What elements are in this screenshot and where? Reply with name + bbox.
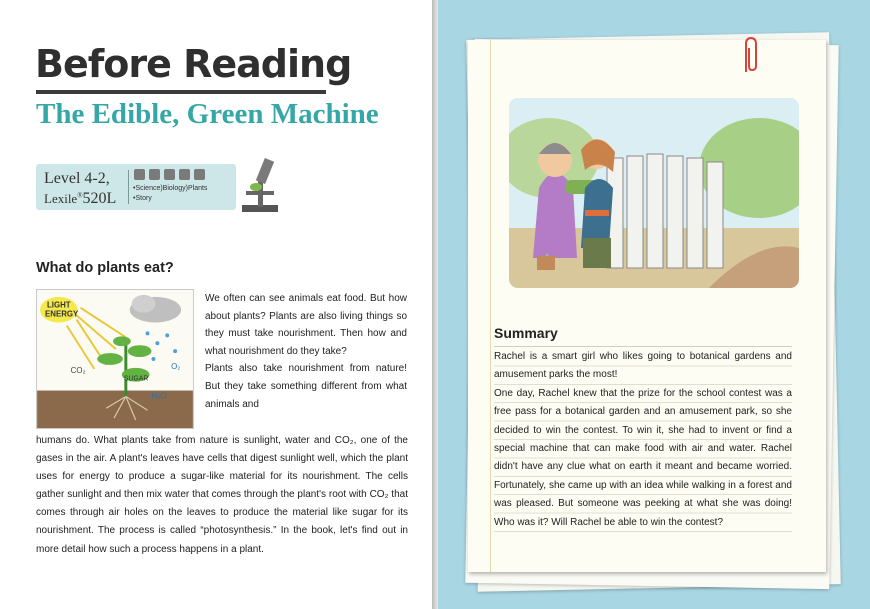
summary-rule	[494, 346, 792, 347]
book-subtitle: The Edible, Green Machine	[36, 98, 379, 130]
summary-heading: Summary	[494, 325, 558, 341]
lexile-prefix: Lexile	[44, 191, 78, 206]
level-separator	[128, 170, 129, 204]
category-tag-2: •Story	[133, 195, 152, 202]
o2-label: O₂	[171, 361, 181, 371]
lexile-text	[44, 190, 116, 208]
level-text: Level 4-2,	[44, 170, 110, 187]
title-underline	[36, 90, 326, 94]
right-page	[438, 0, 870, 609]
flask-icon	[149, 169, 160, 180]
lexile-reg: ®	[77, 191, 83, 200]
story-illustration	[509, 98, 799, 288]
main-paragraph: humans do. What plants take from nature is sunlight, water and CO₂, one of the gases in the air. A plant's leaves have cells that digest sunlight well, which the plant uses for energy to produce a sugar-like material for its nourishment. The cells gather sunlight and then mix water that comes through the plant's root with CO₂ that comes through air holes on the leaves to produce the material like sugar for its nourishment. The process is called “photosynthesis.” In the book, let's find out in more detail how such a process happens in a plant.	[36, 435, 408, 555]
summary-text	[494, 348, 792, 532]
paper-margin-line	[490, 40, 493, 572]
people-icon	[134, 169, 145, 180]
summary-paper	[468, 40, 826, 572]
category-tags	[133, 184, 207, 204]
tree-icon	[194, 169, 205, 180]
lexile-value: 520L	[82, 190, 117, 207]
sugar-label: SUGAR	[123, 375, 149, 383]
category-icons	[134, 169, 205, 180]
summary-paragraph-2: One day, Rachel knew that the prize for the school contest was a free pass for a botanical garden and an amusement park, so she decided to win the contest. To win it, she had to invent or find a special machine that can make food with air and water. Rachel didn't have any clue what on earth it meant and became worried. Fortunately, she came up with an idea while walking in a forest and was pleased. But someone was peeking at what she was doing! Who was it? Will Rachel be able to win the contest?	[494, 387, 792, 528]
left-page	[0, 0, 432, 609]
co2-label: CO₂	[70, 365, 86, 375]
microscope-icon	[238, 157, 284, 215]
summary-paragraph-1: Rachel is a smart girl who likes going to botanical gardens and amusement parks the most!	[494, 351, 792, 381]
level-info-box	[36, 164, 236, 210]
paperclip-icon	[741, 36, 759, 76]
category-tag-1: •Science)Biology)Plants	[133, 185, 208, 192]
intro-text	[205, 290, 407, 413]
section-heading: What do plants eat?	[36, 260, 174, 276]
photosynthesis-diagram	[36, 289, 194, 429]
light-label-1: LIGHT	[46, 300, 71, 310]
teapot-icon	[179, 169, 190, 180]
paragraph-2-start: Plants also take nourishment from nature! But they take something different from what animals and	[205, 363, 407, 410]
pen-icon	[164, 169, 175, 180]
intro-paragraph: We often can see animals eat food. But how about plants? Plants are also living things so they must take nourishment. Then how and what nourishment do they take?	[205, 293, 407, 357]
h2o-label: H₂O	[151, 391, 167, 401]
page-title: Before Reading	[35, 42, 352, 86]
main-text	[36, 432, 408, 559]
light-label-2: ENERGY	[45, 309, 79, 319]
